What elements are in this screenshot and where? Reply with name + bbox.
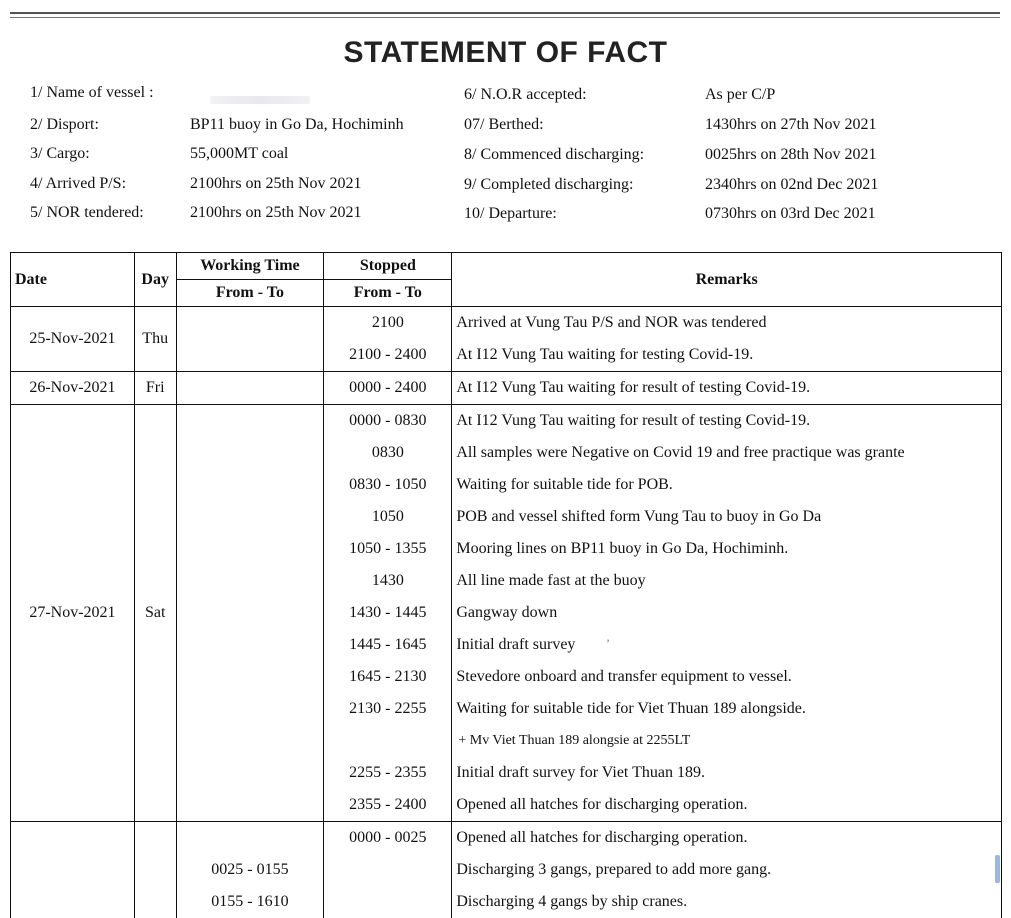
edge-smudge bbox=[995, 855, 1000, 883]
working-time-cell bbox=[176, 725, 324, 757]
working-time-cell bbox=[176, 693, 324, 725]
completed-discharging-value: 2340hrs on 02nd Dec 2021 bbox=[705, 176, 878, 194]
stopped-cell: 1050 bbox=[324, 501, 452, 533]
stray-mark: ’ bbox=[606, 636, 610, 651]
table-row bbox=[11, 822, 1002, 855]
day-cell: Thu bbox=[134, 307, 176, 372]
working-time-cell bbox=[176, 565, 324, 597]
working-time-cell bbox=[176, 661, 324, 693]
top-rule bbox=[10, 12, 1000, 14]
table-row bbox=[11, 405, 1002, 438]
commenced-discharging-value: 0025hrs on 28th Nov 2021 bbox=[705, 146, 877, 164]
stopped-cell bbox=[324, 886, 452, 918]
remark-cell: Opened all hatches for discharging operation. bbox=[452, 789, 1002, 822]
remark-cell: Mooring lines on BP11 buoy in Go Da, Hochiminh. bbox=[452, 533, 1002, 565]
header-date: Date bbox=[11, 253, 135, 307]
stopped-cell: 1645 - 2130 bbox=[324, 661, 452, 693]
remark-cell: Discharging 4 gangs by ship cranes. bbox=[452, 886, 1002, 918]
nor-tendered-label: 5/ NOR tendered: bbox=[30, 204, 144, 222]
remark-cell: At I12 Vung Tau waiting for result of testing Covid-19. bbox=[452, 372, 1002, 405]
remark-cell: Waiting for suitable tide for Viet Thuan 189 alongside. bbox=[452, 693, 1002, 725]
arrived-ps-label: 4/ Arrived P/S: bbox=[30, 175, 126, 193]
departure-label: 10/ Departure: bbox=[464, 205, 557, 223]
stopped-cell bbox=[324, 725, 452, 757]
stopped-cell: 0000 - 0025 bbox=[324, 822, 452, 855]
commenced-discharging-label: 8/ Commenced discharging: bbox=[464, 146, 644, 164]
working-time-cell bbox=[176, 757, 324, 789]
remark-cell: Gangway down bbox=[452, 597, 1002, 629]
header-stopped: Stopped bbox=[324, 253, 452, 280]
remark-cell: Arrived at Vung Tau P/S and NOR was tendered bbox=[452, 307, 1002, 340]
remark-cell: All line made fast at the buoy bbox=[452, 565, 1002, 597]
nor-accepted-label: 6/ N.O.R accepted: bbox=[464, 86, 587, 104]
day-cell bbox=[134, 822, 176, 918]
stopped-cell: 1445 - 1645 bbox=[324, 629, 452, 661]
date-cell: 25-Nov-2021 bbox=[11, 307, 135, 372]
nor-tendered-value: 2100hrs on 25th Nov 2021 bbox=[190, 204, 362, 222]
remark-cell: Initial draft survey bbox=[452, 629, 1002, 661]
date-cell: 27-Nov-2021 bbox=[11, 405, 135, 822]
remark-cell: Initial draft survey for Viet Thuan 189. bbox=[452, 757, 1002, 789]
header-day: Day bbox=[134, 253, 176, 307]
working-time-cell bbox=[176, 789, 324, 822]
working-time-cell bbox=[176, 501, 324, 533]
remark-cell: POB and vessel shifted form Vung Tau to buoy in Go Da bbox=[452, 501, 1002, 533]
working-time-cell bbox=[176, 307, 324, 340]
remark-cell: All samples were Negative on Covid 19 and free practique was grante bbox=[452, 437, 1002, 469]
stopped-cell: 0000 - 0830 bbox=[324, 405, 452, 438]
redacted-vessel-name bbox=[210, 96, 310, 104]
working-time-cell bbox=[176, 339, 324, 372]
stopped-cell: 0000 - 2400 bbox=[324, 372, 452, 405]
top-rule-thin bbox=[10, 17, 1000, 18]
date-cell bbox=[11, 822, 135, 918]
stopped-cell: 2100 - 2400 bbox=[324, 339, 452, 372]
working-time-cell bbox=[176, 597, 324, 629]
header-stopped-from-to: From - To bbox=[324, 280, 452, 307]
remark-cell: At I12 Vung Tau waiting for result of testing Covid-19. bbox=[452, 405, 1002, 438]
facts-table-body bbox=[11, 307, 1002, 918]
header-working-from-to: From - To bbox=[176, 280, 324, 307]
stopped-cell: 1050 - 1355 bbox=[324, 533, 452, 565]
facts-table bbox=[10, 252, 1002, 918]
working-time-cell bbox=[176, 629, 324, 661]
stopped-cell: 2100 bbox=[324, 307, 452, 340]
stopped-cell: 2255 - 2355 bbox=[324, 757, 452, 789]
berthed-label: 07/ Berthed: bbox=[464, 116, 544, 134]
working-time-cell bbox=[176, 437, 324, 469]
header-working-time: Working Time bbox=[176, 253, 324, 280]
arrived-ps-value: 2100hrs on 25th Nov 2021 bbox=[190, 175, 362, 193]
working-time-cell bbox=[176, 822, 324, 855]
document-title: STATEMENT OF FACT bbox=[0, 36, 1011, 70]
nor-accepted-value: As per C/P bbox=[705, 86, 775, 104]
day-cell: Sat bbox=[134, 405, 176, 822]
departure-value: 0730hrs on 03rd Dec 2021 bbox=[705, 205, 876, 223]
date-cell: 26-Nov-2021 bbox=[11, 372, 135, 405]
remark-cell: Waiting for suitable tide for POB. bbox=[452, 469, 1002, 501]
stopped-cell: 0830 bbox=[324, 437, 452, 469]
cargo-label: 3/ Cargo: bbox=[30, 145, 90, 163]
working-time-cell bbox=[176, 372, 324, 405]
remark-cell: + Mv Viet Thuan 189 alongsie at 2255LT bbox=[452, 725, 1002, 757]
stopped-cell: 1430 bbox=[324, 565, 452, 597]
disport-value: BP11 buoy in Go Da, Hochiminh bbox=[190, 116, 404, 134]
stopped-cell: 2130 - 2255 bbox=[324, 693, 452, 725]
completed-discharging-label: 9/ Completed discharging: bbox=[464, 176, 633, 194]
stopped-cell: 1430 - 1445 bbox=[324, 597, 452, 629]
stopped-cell bbox=[324, 854, 452, 886]
remark-cell: Discharging 3 gangs, prepared to add more gang. bbox=[452, 854, 1002, 886]
disport-label: 2/ Disport: bbox=[30, 116, 99, 134]
remark-cell: At I12 Vung Tau waiting for testing Covid-19. bbox=[452, 339, 1002, 372]
header-remarks: Remarks bbox=[452, 253, 1002, 307]
working-time-cell bbox=[176, 533, 324, 565]
stopped-cell: 0830 - 1050 bbox=[324, 469, 452, 501]
vessel-name-label: 1/ Name of vessel : bbox=[30, 84, 154, 102]
berthed-value: 1430hrs on 27th Nov 2021 bbox=[705, 116, 877, 134]
remark-cell: Stevedore onboard and transfer equipment to vessel. bbox=[452, 661, 1002, 693]
day-cell: Fri bbox=[134, 372, 176, 405]
working-time-cell bbox=[176, 405, 324, 438]
stopped-cell: 2355 - 2400 bbox=[324, 789, 452, 822]
table-row bbox=[11, 372, 1002, 405]
table-row bbox=[11, 307, 1002, 340]
working-time-cell bbox=[176, 469, 324, 501]
cargo-value: 55,000MT coal bbox=[190, 145, 288, 163]
remark-cell: Opened all hatches for discharging operation. bbox=[452, 822, 1002, 855]
working-time-cell: 0155 - 1610 bbox=[176, 886, 324, 918]
working-time-cell: 0025 - 0155 bbox=[176, 854, 324, 886]
